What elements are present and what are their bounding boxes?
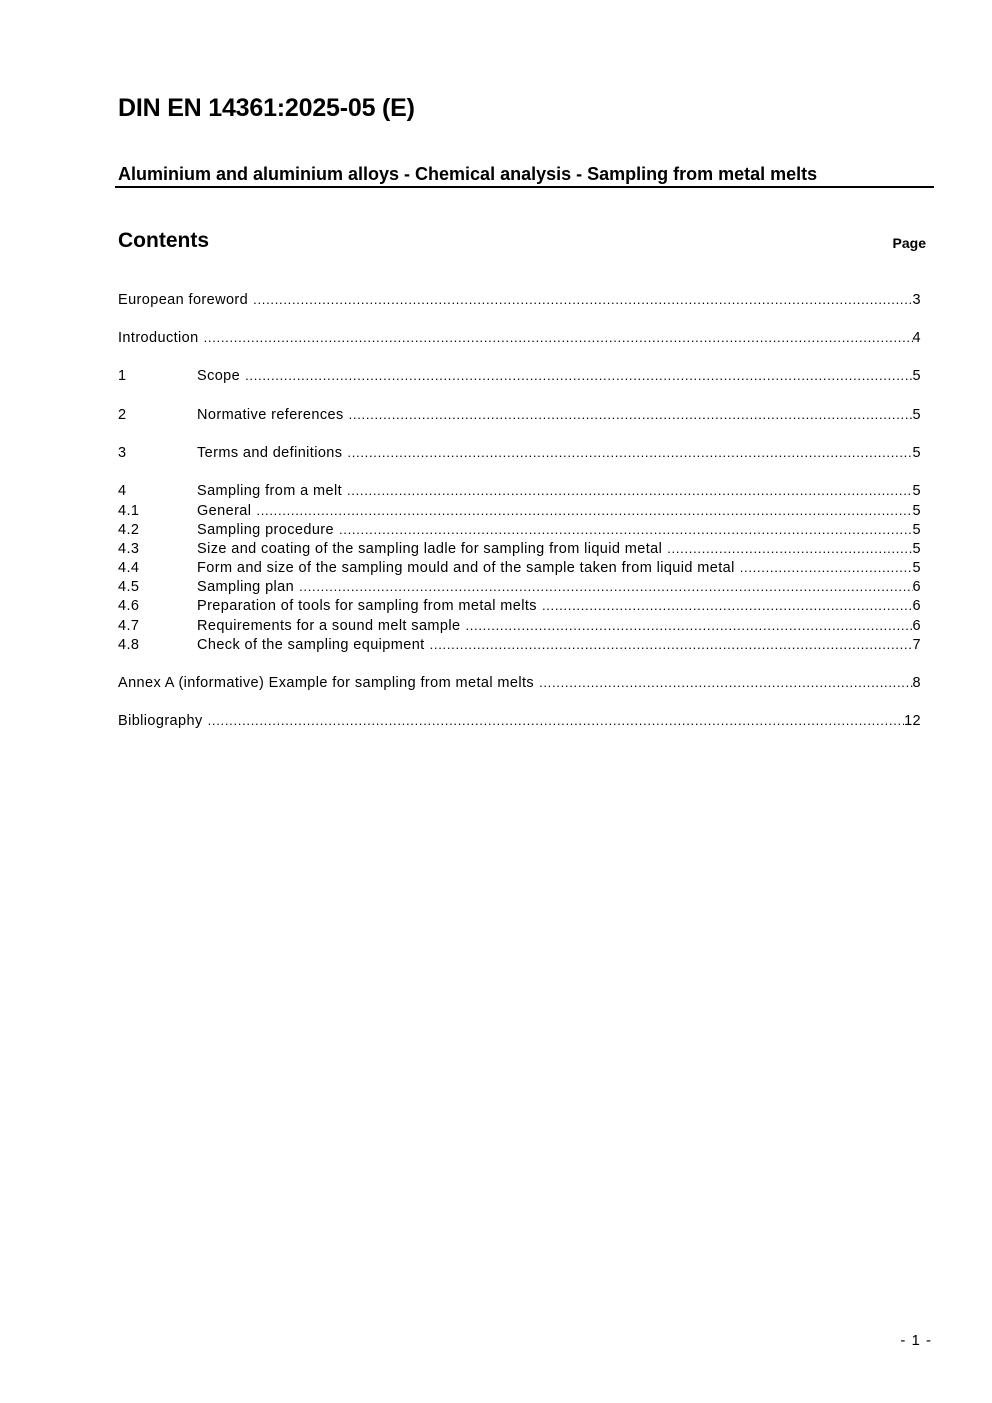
toc-leader-dots — [537, 598, 913, 613]
toc-entry-number: 4.2 — [118, 522, 140, 538]
toc-entry-sampling-procedure[interactable] — [118, 522, 921, 541]
toc-entry-page: 4 — [912, 330, 921, 346]
toc-entry-page: 8 — [912, 675, 921, 691]
toc-entry-number: 3 — [118, 445, 127, 461]
document-id: DIN EN 14361:2025-05 (E) — [118, 94, 415, 122]
toc-entry-label: Check of the sampling equipment — [197, 637, 425, 653]
toc-entry-page: 5 — [912, 407, 921, 423]
toc-entry-page: 6 — [912, 598, 921, 614]
toc-entry-preparation-of-tools[interactable] — [118, 598, 921, 617]
toc-entry-sampling-ladle[interactable] — [118, 541, 921, 560]
toc-entry-sampling-from-a-melt[interactable] — [118, 483, 921, 502]
toc-entry-page: 3 — [912, 292, 921, 308]
toc-entry-number: 4.7 — [118, 618, 140, 634]
toc-entry-label: Size and coating of the sampling ladle for sampling from liquid metal — [197, 541, 663, 557]
toc-entry-number: 4.8 — [118, 637, 140, 653]
toc-leader-dots — [199, 330, 913, 345]
toc-entry-normative-references[interactable] — [118, 407, 921, 426]
toc-entry-page: 6 — [912, 618, 921, 634]
toc-entry-label: Requirements for a sound melt sample — [197, 618, 461, 634]
toc-entry-number: 4 — [118, 483, 127, 499]
toc-entry-label: Terms and definitions — [197, 445, 343, 461]
toc-leader-dots — [203, 713, 904, 728]
toc-entry-label: Introduction — [118, 330, 199, 346]
toc-entry-terms-and-definitions[interactable] — [118, 445, 921, 464]
toc-entry-scope[interactable] — [118, 368, 921, 387]
document-title: Aluminium and aluminium alloys - Chemical analysis - Sampling from metal melts — [118, 164, 818, 184]
toc-entry-page: 5 — [912, 483, 921, 499]
toc-entry-label: Sampling from a melt — [197, 483, 342, 499]
toc-entry-label: Sampling procedure — [197, 522, 334, 538]
toc-entry-label: Annex A (informative) Example for sampling from metal melts — [118, 675, 535, 691]
toc-entry-sound-melt-sample[interactable] — [118, 618, 921, 637]
toc-entry-bibliography[interactable] — [118, 713, 921, 732]
toc-entry-sampling-mould[interactable] — [118, 560, 921, 579]
toc-entry-label: Sampling plan — [197, 579, 295, 595]
toc-entry-introduction[interactable] — [118, 330, 921, 349]
toc-entry-check-sampling-equipment[interactable] — [118, 637, 921, 656]
toc-entry-label: Form and size of the sampling mould and of the sample taken from liquid metal — [197, 560, 735, 576]
toc-leader-dots — [240, 368, 912, 383]
page-number: - 1 - — [900, 1332, 932, 1349]
toc-entry-number: 4.3 — [118, 541, 140, 557]
toc-entry-annex-a[interactable] — [118, 675, 921, 694]
toc-leader-dots — [342, 483, 913, 498]
contents-heading: Contents — [118, 229, 209, 252]
toc-entry-label: General — [197, 503, 252, 519]
toc-entry-number: 4.5 — [118, 579, 140, 595]
toc-leader-dots — [425, 637, 913, 652]
toc-entry-page: 5 — [912, 560, 921, 576]
toc-leader-dots — [344, 407, 913, 422]
toc-entry-label: European foreword — [118, 292, 249, 308]
toc-leader-dots — [460, 618, 912, 633]
toc-entry-page: 6 — [912, 579, 921, 595]
toc-entry-european-foreword[interactable] — [118, 292, 921, 311]
toc-entry-number: 4.6 — [118, 598, 140, 614]
toc-leader-dots — [251, 503, 912, 518]
toc-entry-general[interactable] — [118, 503, 921, 522]
toc-entry-page: 5 — [912, 503, 921, 519]
toc-entry-page: 7 — [912, 637, 921, 653]
toc-entry-number: 4.1 — [118, 503, 140, 519]
toc-entry-label: Bibliography — [118, 713, 203, 729]
toc-entry-number: 1 — [118, 368, 127, 384]
toc-leader-dots — [662, 541, 912, 556]
toc-leader-dots — [294, 579, 912, 594]
toc-entry-sampling-plan[interactable] — [118, 579, 921, 598]
toc-leader-dots — [248, 292, 912, 307]
toc-entry-number: 2 — [118, 407, 127, 423]
toc-leader-dots — [534, 675, 912, 690]
toc-entry-page: 5 — [912, 522, 921, 538]
title-underline — [115, 186, 934, 188]
toc-entry-label: Scope — [197, 368, 241, 384]
toc-leader-dots — [334, 522, 913, 537]
toc-entry-page: 12 — [904, 713, 921, 729]
toc-entry-page: 5 — [912, 445, 921, 461]
toc-entry-label: Preparation of tools for sampling from metal melts — [197, 598, 537, 614]
page-column-label: Page — [892, 235, 926, 251]
toc-leader-dots — [735, 560, 913, 575]
toc-leader-dots — [342, 445, 912, 460]
toc-entry-number: 4.4 — [118, 560, 140, 576]
toc-entry-page: 5 — [912, 368, 921, 384]
toc-entry-label: Normative references — [197, 407, 344, 423]
toc-entry-page: 5 — [912, 541, 921, 557]
